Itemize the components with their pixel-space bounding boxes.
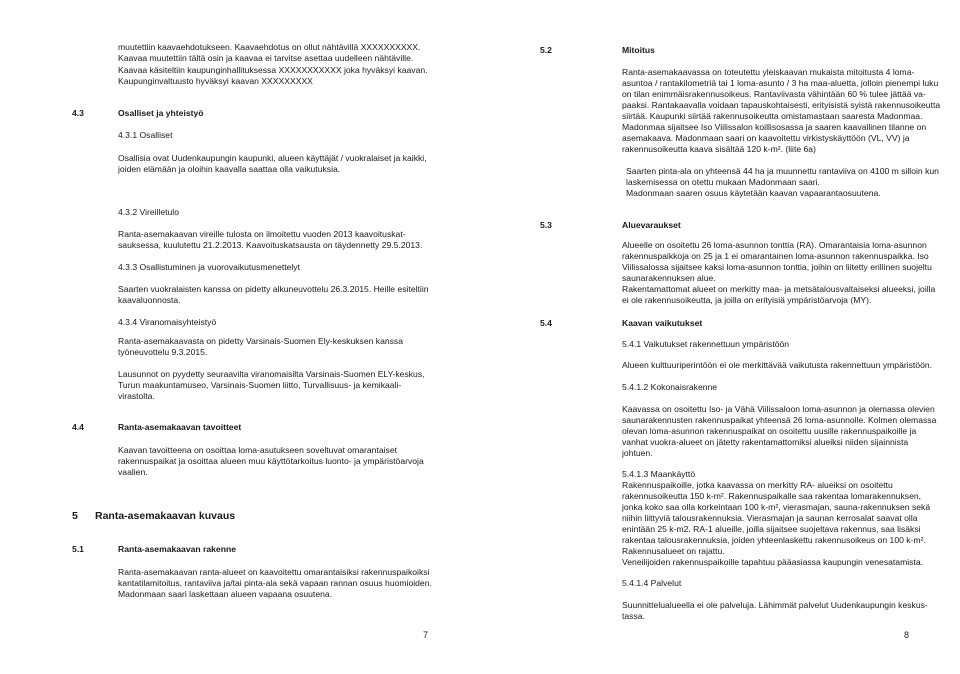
section-4-3-2-line-1: Ranta-asemakaavan vireille tulosta on ilmoitettu vuoden 2013 kaavoituskat-	[118, 229, 406, 239]
section-5-4-1-3-line-3: jonka koko saa olla korkeintaan 100 k-m², vierasmajan, sauna-rakennuksen sekä	[622, 502, 931, 512]
section-5-2-line-4: paaksi. Rantakaavalla voidaan tapauskohtaisesti, erityisistä syistä rakennusoikeutta	[622, 100, 941, 110]
section-5-3-line-1: Alueelle on osoitettu 26 loma-asunnon tonttia (RA). Omarantaisia loma-asunnon	[622, 240, 927, 250]
section-4-4-line-2: rakennuspaikat ja osoittaa alueen muu käyttötarkoitus luonto- ja ympäristöarvoja	[118, 456, 424, 466]
section-5-3-line-4: saunarakennuksen alue.	[622, 273, 716, 283]
section-5-4-number: 5.4	[540, 318, 552, 328]
section-5-1-line-3: Madonmaan saari laskettaan alueen vapaana osuutena.	[118, 589, 333, 599]
section-5-4-1-2-line-3: olevan loma-asunnon rakennuspaikat on osoitettu uusille rakennuspaikoille ja	[622, 426, 917, 436]
section-4-3-1-heading: 4.3.1 Osalliset	[118, 130, 173, 140]
section-4-3-4-para2-line-1: Lausunnot on pyydetty seuraavilta viranomaisilta Varsinais-Suomen ELY-keskus,	[118, 369, 425, 379]
section-5-4-1-4-heading: 5.4.1.4 Palvelut	[622, 578, 682, 588]
section-5-4-1-line-1: Alueen kulttuuriperintöön ei ole merkittävää vaikutusta rakennettuun ympäristöön.	[622, 360, 933, 370]
section-5-2-para2-line-3: Madonmaan saaren osuus käytetään kaavan vapaarantaosuutena.	[626, 188, 881, 198]
section-5-4-1-3-line-4: niihin liittyviä talousrakennuksia. Vierasmajan ja saunan kerrosalat saavat olla	[622, 513, 918, 523]
section-5-4-1-4-line-2: tassa.	[622, 611, 645, 621]
intro-line-1: muutettiin kaavaehdotukseen. Kaavaehdotus on ollut nähtävillä XXXXXXXXXX.	[118, 42, 421, 52]
section-4-3-2-line-2: sauksessa, kuulutettu 21.2.2013. Kaavoituskatsausta on täydennetty 29.5.2013.	[118, 240, 423, 250]
section-5-1-heading: Ranta-asemakaavan rakenne	[118, 544, 236, 554]
section-5-2-line-5: siirtää. Kaupunki siirtää rakennusoikeutta omistamastaan saaresta Madonmaa.	[622, 111, 923, 121]
intro-line-2: Kaavaa muutettiin tältä osin ja kaavaa ei tarvitse asettaa uudelleen nähtäville.	[118, 53, 414, 63]
section-5-4-heading: Kaavan vaikutukset	[622, 318, 703, 328]
section-5-3-line-6: ei ole rakennusoikeutta, ja joilla on erityisiä ympäristöarvoja (MY).	[622, 295, 872, 305]
section-4-4-line-3: vaalien.	[118, 467, 148, 477]
section-5-4-1-2-line-5: johtuen.	[622, 448, 653, 458]
section-5-2-line-1: Ranta-asemakaavassa on toteutettu yleiskaavan mukaista mitoitusta 4 loma-	[622, 67, 915, 77]
section-5-2-para2-line-2: laskemisessa on otettu mukaan Madonmaan saari.	[626, 177, 820, 187]
section-5-4-1-3-line-8: Veneilijoiden rakennuspaikoille tapahtuu pääasiassa kaupungin venesatamista.	[622, 557, 923, 567]
section-4-3-1-line-1: Osallisia ovat Uudenkaupungin kaupunki, alueen käyttäjät / vuokralaiset ja kaikki,	[118, 153, 427, 163]
section-5-4-1-2-heading: 5.4.1.2 Kokonaisrakenne	[622, 382, 718, 392]
section-5-4-1-3-line-6: rakentaa talousrakennuksia, joiden yhteenlaskettu rakennusoikeus on 100 k-m².	[622, 535, 926, 545]
section-4-3-2-heading: 4.3.2 Vireilletulo	[118, 207, 179, 217]
section-4-3-number: 4.3	[72, 108, 84, 118]
page-number: 8	[904, 630, 910, 640]
section-4-3-heading: Osalliset ja yhteistyö	[118, 108, 204, 118]
intro-line-3: Kaavaa käsiteltiin kaupunginhallituksessa XXXXXXXXXXX joka hyväksyi kaavan.	[118, 65, 428, 75]
section-5-4-1-2-line-1: Kaavassa on osoitettu Iso- ja Vähä Viilissaloon loma-asunnon ja olemassa olevien	[622, 404, 935, 414]
section-5-4-1-4-line-1: Suunnittelualueella ei ole palveluja. Lähimmät palvelut Uudenkaupungin keskus-	[622, 600, 928, 610]
chapter-5-number: 5	[72, 510, 78, 522]
section-5-4-1-3-line-7: Rakennusalueet on rajattu.	[622, 546, 725, 556]
section-5-2-line-7: asemakaava. Madonmaan saari on kaavoitettu virkistyskäyttöön (VL, VV) ja	[622, 133, 910, 143]
intro-line-4: Kaupunginvaltuusto hyväksyi kaavan XXXXXXXXX	[118, 76, 313, 86]
section-5-4-1-3-line-1: Rakennuspaikoille, jotka kaavassa on merkitty RA- alueiksi on osoitettu	[622, 480, 893, 490]
section-5-4-1-3-heading: 5.4.1.3 Maankäyttö	[622, 469, 696, 479]
section-4-3-3-line-2: kaavaluonnosta.	[118, 295, 181, 305]
section-5-2-number: 5.2	[540, 45, 552, 55]
section-4-3-1-line-2: joiden elämään ja oloihin kaavalla saattaa olla vaikutuksia.	[118, 164, 341, 174]
section-5-3-number: 5.3	[540, 220, 552, 230]
section-5-4-1-3-line-5: enintään 25 k-m2. RA-1 alueille, joilla sijaitsee suojeltava rakennus, saa lisäksi	[622, 524, 921, 534]
section-5-2-line-2: asuntoa / rantakilometriä tai 1 loma-asunto / 3 ha maa-aluetta, jolloin pienempi luku	[622, 78, 939, 88]
section-5-2-para2-line-1: Saarten pinta-ala on yhteensä 44 ha ja muunnettu rantaviiva on 4100 m silloin kun	[626, 166, 939, 176]
section-4-3-4-line-1: Ranta-asemakaavasta on pidetty Varsinais-Suomen Ely-keskuksen kanssa	[118, 336, 404, 346]
section-4-3-4-heading: 4.3.4 Viranomaisyhteistyö	[118, 317, 217, 327]
section-5-3-line-2: rakennuspaikkoja on 25 ja 1 ei omarantainen loma-asunnon rakennuspaikka. Iso	[622, 251, 929, 261]
section-5-4-1-heading: 5.4.1 Vaikutukset rakennettuun ympäristöön	[622, 339, 790, 349]
section-4-4-heading: Ranta-asemakaavan tavoitteet	[118, 422, 242, 432]
section-5-4-1-2-line-2: saunarakennusten rakennuspaikat yhteensä 26 loma-asunnolle. Kolmen olemassa	[622, 415, 937, 425]
section-4-4-number: 4.4	[72, 422, 84, 432]
section-5-1-line-2: kantatilamitoitus, rantaviiva ja/tai pinta-ala sekä vapaan rannan osuus huomioiden.	[118, 578, 432, 588]
section-5-1-number: 5.1	[72, 544, 84, 554]
section-4-3-4-para2-line-2: Turun maakuntamuseo, Varsinais-Suomen liitto, Turvallisuus- ja kemikaali-	[118, 380, 402, 390]
section-5-3-line-5: Rakentamattomat alueet on merkitty maa- ja metsätalousvaltaiseksi alueeksi, joilla	[622, 284, 936, 294]
section-4-3-3-heading: 4.3.3 Osallistuminen ja vuorovaikutusmenettelyt	[118, 262, 300, 272]
page-number: 7	[423, 630, 429, 640]
section-4-3-4-para2-line-3: virastolta.	[118, 391, 155, 401]
section-5-2-heading: Mitoitus	[622, 45, 655, 55]
section-5-4-1-3-line-2: rakennusoikeutta 150 k-m². Rakennuspaikalle saa rakentaa lomarakennuksen,	[622, 491, 922, 501]
section-5-1-line-1: Ranta-asemakaavan ranta-alueet on kaavoitettu omarantaisiksi rakennuspaikoiksi	[118, 567, 430, 577]
section-5-4-1-2-line-4: vanhat vuokra-alueet on jätetty rakentamattomiksi alueiksi niiden sijainnista	[622, 437, 909, 447]
section-4-3-3-line-1: Saarten vuokralaisten kanssa on pidetty alkuneuvottelu 26.3.2015. Heille esiteltiin	[118, 284, 429, 294]
chapter-5-heading: Ranta-asemakaavan kuvaus	[95, 510, 236, 522]
section-5-3-heading: Aluevaraukset	[622, 220, 681, 230]
section-4-4-line-1: Kaavan tavoitteena on osoittaa loma-asutukseen soveltuvat omarantaiset	[118, 445, 397, 455]
section-5-2-line-6: Madonmaa sijaitsee Iso Viilissalon koillisosassa ja saaren kaavallinen tilanne on	[622, 122, 927, 132]
section-5-3-line-3: Viilissalossa sijaitsee kaksi loma-asunnon tonttia, joihin on liitetty erillinen suojeltu	[622, 262, 932, 272]
section-5-2-line-8: rakennusoikeutta kaava sisältää 120 k-m². (liite 6a)	[622, 144, 816, 154]
section-4-3-4-line-2: työneuvottelu 9.3.2015.	[118, 347, 208, 357]
section-5-2-line-3: on tilan enimmäisrakennusoikeus. Rantaviivasta vähintään 60 % tulee jättää va-	[622, 89, 926, 99]
page-8	[480, 0, 960, 674]
